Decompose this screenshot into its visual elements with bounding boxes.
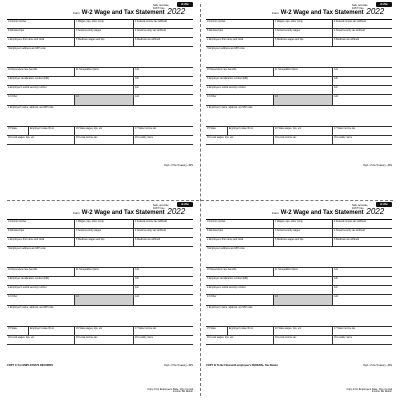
box-a[interactable]: a Employee's social security number	[7, 286, 134, 294]
box-19[interactable]: 19 Local income tax	[274, 136, 333, 144]
box-f[interactable]: f Employee's address and ZIP code	[8, 246, 46, 250]
form-word: Form	[272, 211, 279, 215]
form-header	[206, 202, 392, 219]
box-11[interactable]: 11 Nonqualified plans	[274, 268, 333, 276]
box-e[interactable]: e Employee's first name and initial	[206, 38, 274, 46]
box-10[interactable]: 10 Dependent care benefits	[7, 68, 75, 76]
box-d[interactable]: d Control number	[7, 20, 75, 28]
box-5[interactable]: 5 Medicare wages and tips	[75, 38, 134, 46]
box-b[interactable]: b Employer identification number (EIN)	[206, 77, 333, 85]
box-e[interactable]: e Employee's first name and initial	[7, 38, 75, 46]
box-13: 13	[274, 295, 333, 305]
form-header	[206, 2, 392, 19]
form-grid	[7, 219, 193, 345]
box-3[interactable]: 3 Social security wages	[274, 229, 333, 237]
box-20[interactable]: 20 Locality name	[334, 135, 353, 139]
box-18[interactable]: 18 Local wages, tips, etc.	[206, 136, 274, 144]
form-header	[7, 2, 193, 19]
efile-logo: E-file	[376, 2, 392, 7]
box-5[interactable]: 5 Medicare wages and tips	[75, 238, 134, 246]
box-15[interactable]: 15 State	[7, 127, 29, 135]
box-15[interactable]: 15 State	[206, 127, 228, 135]
box-c[interactable]: c Employer's name, address, and ZIP code	[207, 105, 253, 109]
box-d[interactable]: d Control number	[206, 220, 274, 228]
box-15-state-id[interactable]: Employer's state ID no.	[228, 327, 274, 335]
box-12a[interactable]: 12a	[334, 267, 338, 271]
box-11[interactable]: 11 Nonqualified plans	[75, 268, 134, 276]
box-a[interactable]: a Employee's social security number	[206, 286, 333, 294]
box-12a[interactable]: 12a	[334, 67, 338, 71]
horizontal-perforation	[7, 200, 393, 201]
box-14[interactable]: 14 Other	[206, 95, 274, 105]
box-1[interactable]: 1 Wages, tips, other comp.	[75, 220, 134, 228]
w2-form-top-right	[206, 2, 392, 195]
box-a[interactable]: a Employee's social security number	[206, 86, 333, 94]
copy-label: COPY B To Be Filed with employee's FEDERAL Tax Return	[206, 364, 279, 367]
box-12c[interactable]: 12c	[135, 85, 139, 89]
box-12a[interactable]: 12a	[135, 67, 139, 71]
efile-logo: E-file	[376, 202, 392, 207]
box-20[interactable]: 20 Locality name	[135, 335, 154, 339]
box-3[interactable]: 3 Social security wages	[274, 29, 333, 37]
box-17[interactable]: 17 State income tax	[135, 326, 157, 330]
box-c[interactable]: c Employer's name, address, and ZIP code	[8, 305, 54, 309]
form-header	[7, 202, 193, 219]
box-12d[interactable]: 12d	[334, 94, 338, 98]
w2-form-bottom-right	[206, 202, 392, 395]
box-e[interactable]: e Employee's first name and initial	[206, 238, 274, 246]
box-18[interactable]: 18 Local wages, tips, etc.	[7, 336, 75, 344]
efile-tagline: Safe, accurate, FAST! Use	[352, 204, 369, 210]
form-grid	[206, 219, 392, 345]
box-d[interactable]: d Control number	[7, 220, 75, 228]
box-15-state-id[interactable]: Employer's state ID no.	[29, 127, 75, 135]
box-19[interactable]: 19 Local income tax	[274, 336, 333, 344]
form-year: 2022	[167, 207, 186, 216]
box-13: 13	[75, 295, 134, 305]
box-19[interactable]: 19 Local income tax	[75, 336, 134, 344]
box-5[interactable]: 5 Medicare wages and tips	[274, 238, 333, 246]
box-5[interactable]: 5 Medicare wages and tips	[274, 38, 333, 46]
box-13: 13	[274, 95, 333, 105]
box-a[interactable]: a Employee's social security number	[7, 86, 134, 94]
box-16[interactable]: 16 State wages, tips, etc.	[274, 327, 333, 335]
dept-treasury: Dept. of the Treasury—IRS	[164, 364, 193, 367]
box-10[interactable]: 10 Dependent care benefits	[206, 68, 274, 76]
dept-treasury: Dept. of the Treasury—IRS	[363, 164, 392, 167]
box-b[interactable]: b Employer identification number (EIN)	[7, 77, 134, 85]
dept-treasury: Dept. of the Treasury—IRS	[363, 364, 392, 367]
box-12d[interactable]: 12d	[135, 294, 139, 298]
box-12c[interactable]: 12c	[334, 85, 338, 89]
box-11[interactable]: 11 Nonqualified plans	[274, 68, 333, 76]
box-12b[interactable]: 12b	[135, 276, 139, 280]
box-4[interactable]: 4 Social security tax withheld	[334, 228, 365, 232]
box-12c[interactable]: 12c	[135, 285, 139, 289]
box-19[interactable]: 19 Local income tax	[75, 136, 134, 144]
box-6[interactable]: 6 Medicare tax withheld	[135, 237, 161, 241]
box-12a[interactable]: 12a	[135, 267, 139, 271]
box-16[interactable]: 16 State wages, tips, etc.	[75, 327, 134, 335]
form-name: W-2 Wage and Tax Statement	[280, 210, 364, 216]
box-2[interactable]: 2 Federal income tax withheld	[334, 219, 366, 223]
w2-form-bottom-left	[7, 202, 193, 395]
box-4[interactable]: 4 Social security tax withheld	[135, 28, 166, 32]
box-c[interactable]: c Employer's name, address, and ZIP code	[207, 305, 253, 309]
form-grid	[206, 19, 392, 145]
form-year: 2022	[366, 207, 385, 216]
box-6[interactable]: 6 Medicare tax withheld	[135, 37, 161, 41]
box-12b[interactable]: 12b	[135, 76, 139, 80]
box-f[interactable]: f Employee's address and ZIP code	[207, 246, 245, 250]
copy-bottom-label: Copy 2 For Employee's State, City or Local Income Tax Return	[346, 388, 392, 394]
box-14[interactable]: 14 Other	[7, 295, 75, 305]
box-6[interactable]: 6 Medicare tax withheld	[334, 37, 360, 41]
efile-tagline: Safe, accurate, FAST! Use	[153, 4, 170, 10]
box-17[interactable]: 17 State income tax	[135, 126, 157, 130]
box-6[interactable]: 6 Medicare tax withheld	[334, 237, 360, 241]
box-11[interactable]: 11 Nonqualified plans	[75, 68, 134, 76]
box-15[interactable]: 15 State	[206, 327, 228, 335]
box-13: 13	[75, 95, 134, 105]
box-1[interactable]: 1 Wages, tips, other comp.	[75, 20, 134, 28]
box-20[interactable]: 20 Locality name	[334, 335, 353, 339]
efile-logo: E-file	[177, 202, 193, 207]
efile-logo: E-file	[177, 2, 193, 7]
box-3[interactable]: 3 Social security wages	[75, 29, 134, 37]
box-15-state-id[interactable]: Employer's state ID no.	[29, 327, 75, 335]
box-d[interactable]: d Control number	[206, 20, 274, 28]
box-b[interactable]: b Employer identification number (EIN)	[206, 277, 333, 285]
box-8[interactable]: 8 Allocated tips	[7, 229, 75, 237]
box-1[interactable]: 1 Wages, tips, other comp.	[274, 220, 333, 228]
box-10[interactable]: 10 Dependent care benefits	[7, 268, 75, 276]
box-2[interactable]: 2 Federal income tax withheld	[334, 19, 366, 23]
box-18[interactable]: 18 Local wages, tips, etc.	[7, 136, 75, 144]
box-f[interactable]: f Employee's address and ZIP code	[207, 46, 245, 50]
box-12d[interactable]: 12d	[135, 94, 139, 98]
form-name: W-2 Wage and Tax Statement	[81, 10, 165, 16]
form-grid	[7, 19, 193, 145]
box-12b[interactable]: 12b	[334, 76, 338, 80]
box-18[interactable]: 18 Local wages, tips, etc.	[206, 336, 274, 344]
box-8[interactable]: 8 Allocated tips	[7, 29, 75, 37]
form-year: 2022	[366, 7, 385, 16]
box-14[interactable]: 14 Other	[206, 295, 274, 305]
box-14[interactable]: 14 Other	[7, 95, 75, 105]
form-name: W-2 Wage and Tax Statement	[280, 10, 364, 16]
form-word: Form	[272, 11, 279, 15]
box-4[interactable]: 4 Social security tax withheld	[334, 28, 365, 32]
form-year: 2022	[167, 7, 186, 16]
box-4[interactable]: 4 Social security tax withheld	[135, 228, 166, 232]
box-12d[interactable]: 12d	[334, 294, 338, 298]
box-17[interactable]: 17 State income tax	[334, 126, 356, 130]
copy-label: COPY C For EMPLOYEE'S RECORDS	[7, 364, 53, 367]
box-f[interactable]: f Employee's address and ZIP code	[8, 46, 46, 50]
form-name: W-2 Wage and Tax Statement	[81, 210, 165, 216]
w2-form-top-left	[7, 2, 193, 195]
box-12b[interactable]: 12b	[334, 276, 338, 280]
box-20[interactable]: 20 Locality name	[135, 135, 154, 139]
box-b[interactable]: b Employer identification number (EIN)	[7, 277, 134, 285]
form-word: Form	[73, 211, 80, 215]
dept-treasury: Dept. of the Treasury—IRS	[164, 164, 193, 167]
box-c[interactable]: c Employer's name, address, and ZIP code	[8, 105, 54, 109]
box-8[interactable]: 8 Allocated tips	[206, 229, 274, 237]
box-15[interactable]: 15 State	[7, 327, 29, 335]
box-2[interactable]: 2 Federal income tax withheld	[135, 219, 167, 223]
box-17[interactable]: 17 State income tax	[334, 326, 356, 330]
box-16[interactable]: 16 State wages, tips, etc.	[75, 127, 134, 135]
box-1[interactable]: 1 Wages, tips, other comp.	[274, 20, 333, 28]
box-e[interactable]: e Employee's first name and initial	[7, 238, 75, 246]
box-12c[interactable]: 12c	[334, 285, 338, 289]
efile-tagline: Safe, accurate, FAST! Use	[153, 204, 170, 210]
box-8[interactable]: 8 Allocated tips	[206, 29, 274, 37]
copy-bottom-label: Copy 2 For Employee's State, City or Local Income Tax Return	[147, 388, 193, 394]
box-15-state-id[interactable]: Employer's state ID no.	[228, 127, 274, 135]
efile-tagline: Safe, accurate, FAST! Use	[352, 4, 369, 10]
form-word: Form	[73, 11, 80, 15]
box-2[interactable]: 2 Federal income tax withheld	[135, 19, 167, 23]
box-10[interactable]: 10 Dependent care benefits	[206, 268, 274, 276]
box-3[interactable]: 3 Social security wages	[75, 229, 134, 237]
box-16[interactable]: 16 State wages, tips, etc.	[274, 127, 333, 135]
